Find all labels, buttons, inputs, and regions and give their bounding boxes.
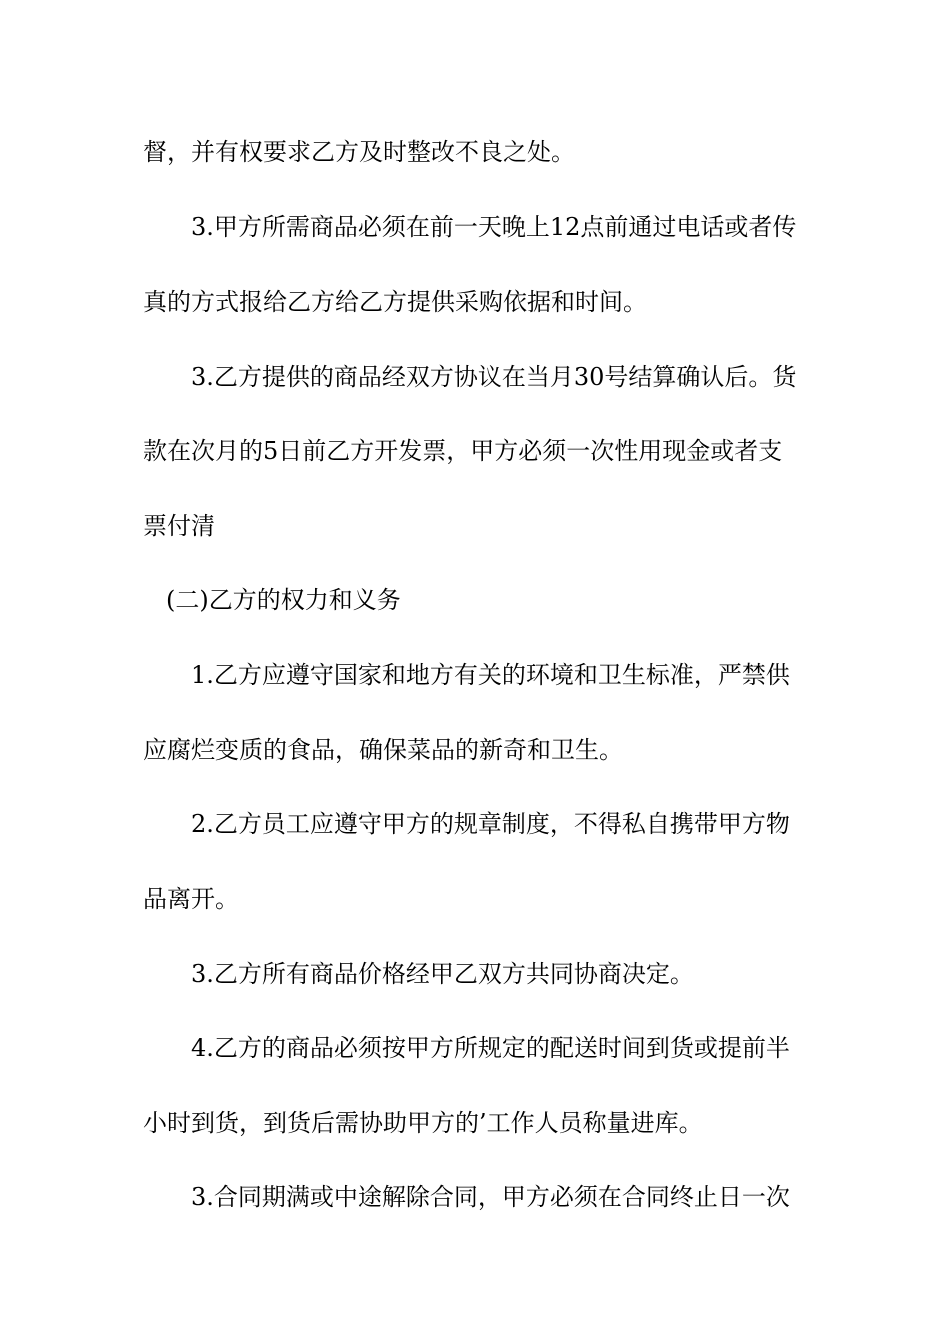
text-line-13: 4.乙方的商品必须按甲方所规定的配送时间到货或提前半: [191, 1034, 790, 1062]
text-line-15: 3.合同期满或中途解除合同，甲方必须在合同终止日一次: [191, 1183, 790, 1211]
text-line-4: 3.乙方提供的商品经双方协议在当月30号结算确认后。货: [191, 363, 797, 391]
text-line-1: 督，并有权要求乙方及时整改不良之处。: [143, 138, 575, 166]
text-line-14: 小时到货，到货后需协助甲方的’工作人员称量进库。: [143, 1109, 703, 1137]
text-line-8: 1.乙方应遵守国家和地方有关的环境和卫生标准，严禁供: [191, 661, 790, 689]
text-line-3: 真的方式报给乙方给乙方提供采购依据和时间。: [143, 288, 647, 316]
text-line-10: 2.乙方员工应遵守甲方的规章制度，不得私自携带甲方物: [191, 810, 790, 838]
text-line-6: 票付清: [143, 512, 215, 540]
text-line-5: 款在次月的5日前乙方开发票，甲方必须一次性用现金或者支: [143, 437, 783, 465]
text-line-2: 3.甲方所需商品必须在前一天晚上12点前通过电话或者传: [191, 213, 797, 241]
section-heading: (二)乙方的权力和义务: [166, 586, 401, 614]
text-line-11: 品离开。: [143, 885, 239, 913]
text-line-9: 应腐烂变质的食品，确保菜品的新奇和卫生。: [143, 736, 623, 764]
text-line-12: 3.乙方所有商品价格经甲乙双方共同协商决定。: [191, 960, 694, 988]
